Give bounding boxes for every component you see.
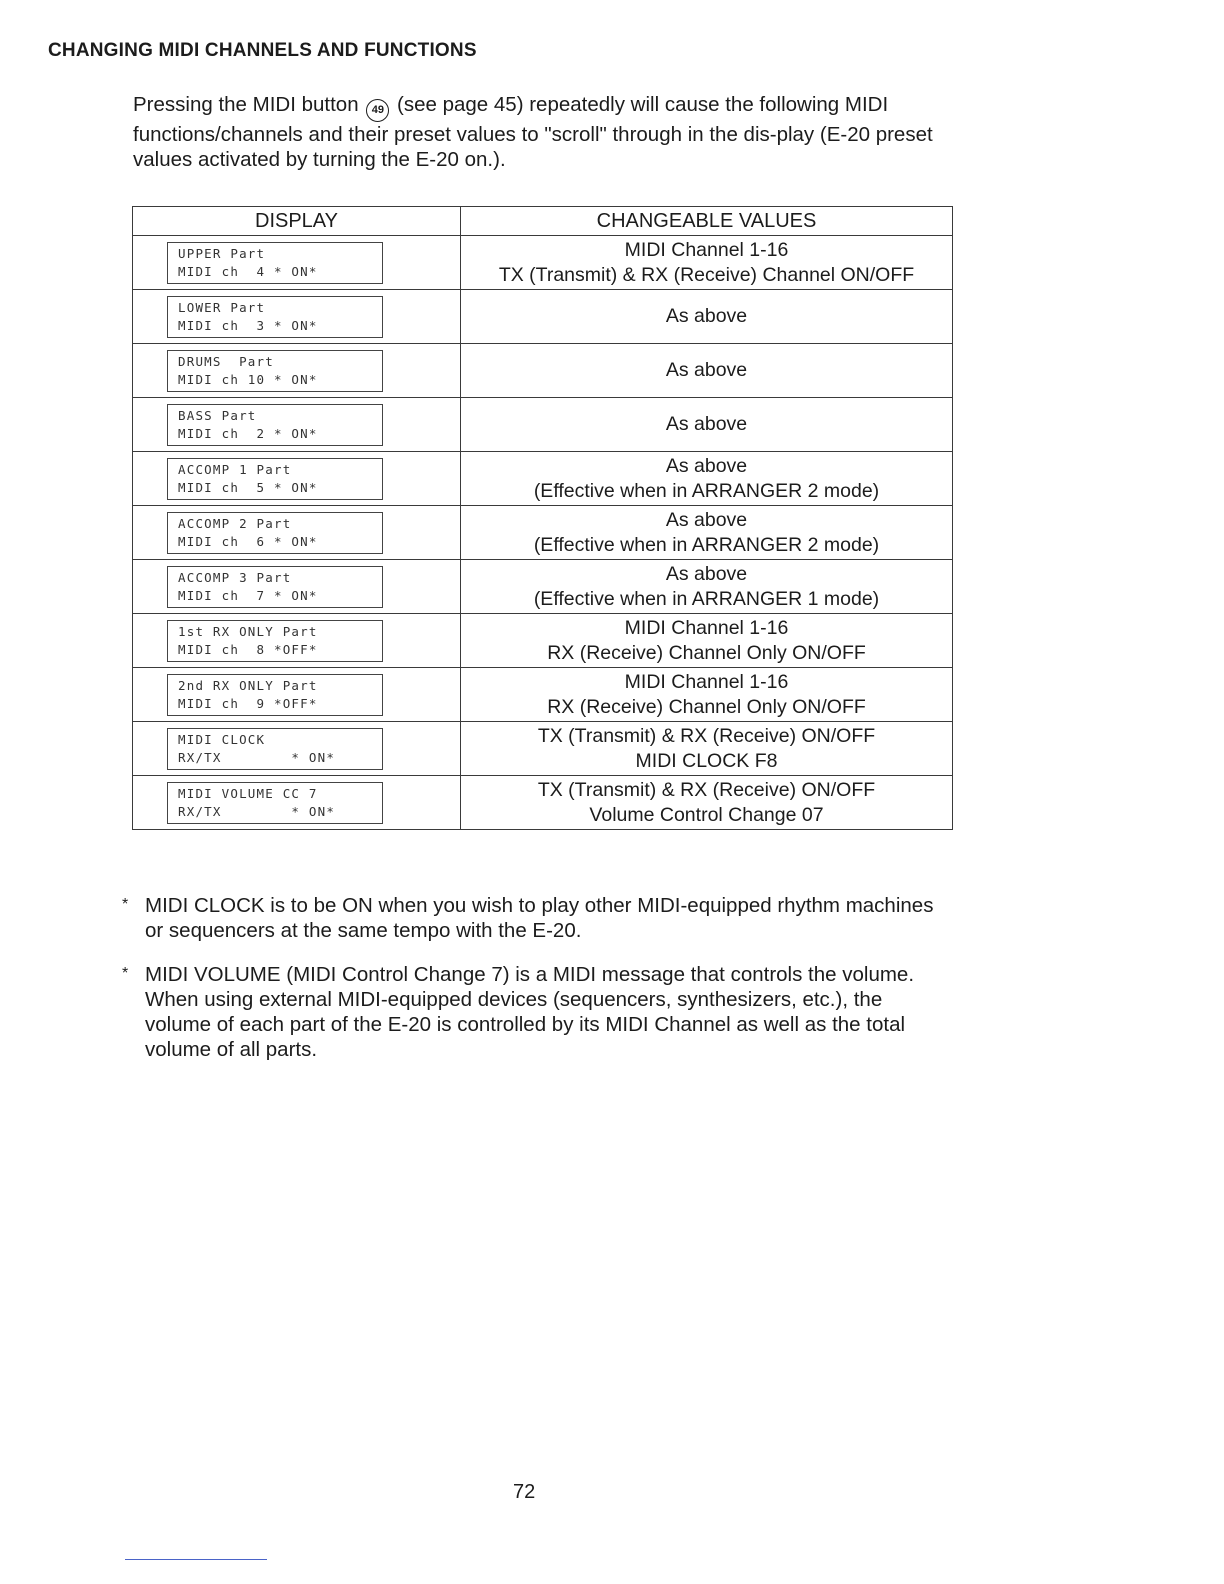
value-line-2: MIDI CLOCK F8 bbox=[635, 749, 778, 772]
display-cell bbox=[133, 668, 461, 722]
value-line-2: (Effective when in ARRANGER 2 mode) bbox=[533, 533, 880, 556]
intro-paragraph bbox=[133, 92, 953, 172]
values-cell bbox=[461, 506, 953, 560]
display-cell bbox=[133, 506, 461, 560]
lcd-display bbox=[167, 728, 383, 770]
value-line-2: TX (Transmit) & RX (Receive) Channel ON/OFF bbox=[498, 263, 915, 286]
lcd-line-1: MIDI VOLUME CC 7 bbox=[178, 785, 318, 801]
midi-functions-table bbox=[132, 206, 953, 830]
values-cell bbox=[461, 776, 953, 830]
values-text bbox=[461, 778, 952, 828]
lcd-line-1: 1st RX ONLY Part bbox=[178, 623, 318, 639]
values-text bbox=[461, 616, 952, 666]
display-cell bbox=[133, 290, 461, 344]
values-cell bbox=[461, 236, 953, 290]
lcd-line-1: MIDI CLOCK bbox=[178, 731, 266, 747]
values-text bbox=[461, 508, 952, 558]
header-changeable-values: CHANGEABLE VALUES bbox=[461, 207, 953, 236]
values-cell bbox=[461, 668, 953, 722]
lcd-display bbox=[167, 458, 383, 500]
intro-text-after: (see page 45) repeatedly will cause the following MIDI functions/channels and their preset values to "scroll" through in the dis-play (E-20 preset values activated by turning the E-20 on.). bbox=[133, 93, 933, 171]
table-row bbox=[133, 560, 953, 614]
display-cell bbox=[133, 614, 461, 668]
values-cell bbox=[461, 344, 953, 398]
lcd-line-1: LOWER Part bbox=[178, 299, 266, 315]
lcd-line-2: MIDI ch 9 *OFF* bbox=[178, 695, 318, 711]
value-line-1: As above bbox=[665, 359, 748, 381]
display-cell bbox=[133, 452, 461, 506]
lcd-display bbox=[167, 782, 383, 824]
display-cell bbox=[133, 236, 461, 290]
note-text: MIDI CLOCK is to be ON when you wish to play other MIDI-equipped rhythm machines or sequencers at the same tempo with the E-20. bbox=[145, 894, 934, 942]
lcd-display bbox=[167, 242, 383, 284]
table-row bbox=[133, 776, 953, 830]
value-line-1: As above bbox=[665, 508, 748, 531]
page-number: 72 bbox=[513, 1481, 536, 1503]
lcd-line-2: MIDI ch 4 * ON* bbox=[178, 263, 318, 279]
lcd-line-2: MIDI ch 7 * ON* bbox=[178, 587, 318, 603]
lcd-line-2: MIDI ch 3 * ON* bbox=[178, 317, 318, 333]
midi-button-number-icon: 49 bbox=[366, 99, 389, 122]
table-row bbox=[133, 398, 953, 452]
lcd-line-2: RX/TX * ON* bbox=[178, 749, 336, 765]
display-cell bbox=[133, 344, 461, 398]
values-text bbox=[461, 238, 952, 288]
note-midi-volume bbox=[122, 962, 952, 1062]
value-line-2: RX (Receive) Channel Only ON/OFF bbox=[547, 641, 866, 664]
lcd-line-1: UPPER Part bbox=[178, 245, 266, 261]
lcd-line-1: 2nd RX ONLY Part bbox=[178, 677, 318, 693]
lcd-display bbox=[167, 566, 383, 608]
value-line-1: As above bbox=[665, 454, 748, 477]
value-line-1: TX (Transmit) & RX (Receive) ON/OFF bbox=[537, 778, 876, 801]
lcd-line-2: MIDI ch 8 *OFF* bbox=[178, 641, 318, 657]
notes-section bbox=[122, 893, 952, 1081]
value-line-1: As above bbox=[665, 562, 748, 585]
note-text-continued: When using external MIDI-equipped devices (sequencers, synthesizers, etc.), the volume of each part of the E-20 is controlled by its MIDI Channel as well as the total volume of all parts. bbox=[145, 988, 906, 1061]
value-line-2: (Effective when in ARRANGER 1 mode) bbox=[533, 587, 880, 610]
values-text bbox=[461, 304, 952, 329]
value-line-1: As above bbox=[665, 305, 748, 327]
value-line-1: MIDI Channel 1-16 bbox=[624, 238, 789, 261]
footer-rule bbox=[125, 1559, 267, 1560]
lcd-line-2: MIDI ch 10 * ON* bbox=[178, 371, 318, 387]
display-cell bbox=[133, 776, 461, 830]
lcd-display bbox=[167, 404, 383, 446]
lcd-line-1: ACCOMP 3 Part bbox=[178, 569, 292, 585]
header-display: DISPLAY bbox=[133, 207, 461, 236]
value-line-2: (Effective when in ARRANGER 2 mode) bbox=[533, 479, 880, 502]
values-text bbox=[461, 412, 952, 437]
values-text bbox=[461, 724, 952, 774]
lcd-line-2: RX/TX * ON* bbox=[178, 803, 336, 819]
note-text: MIDI VOLUME (MIDI Control Change 7) is a MIDI message that controls the volume. bbox=[145, 963, 915, 986]
lcd-line-2: MIDI ch 6 * ON* bbox=[178, 533, 318, 549]
lcd-display bbox=[167, 674, 383, 716]
display-cell bbox=[133, 722, 461, 776]
values-text bbox=[461, 670, 952, 720]
table-row bbox=[133, 722, 953, 776]
table-row bbox=[133, 668, 953, 722]
values-cell bbox=[461, 452, 953, 506]
lcd-line-2: MIDI ch 5 * ON* bbox=[178, 479, 318, 495]
value-line-2: RX (Receive) Channel Only ON/OFF bbox=[547, 695, 866, 718]
value-line-1: As above bbox=[665, 413, 748, 435]
table-row bbox=[133, 290, 953, 344]
values-text bbox=[461, 358, 952, 383]
note-midi-clock bbox=[122, 893, 952, 943]
values-cell bbox=[461, 560, 953, 614]
lcd-display bbox=[167, 350, 383, 392]
lcd-display bbox=[167, 620, 383, 662]
table-row bbox=[133, 344, 953, 398]
value-line-1: MIDI Channel 1-16 bbox=[624, 670, 789, 693]
table-row bbox=[133, 614, 953, 668]
page-heading: CHANGING MIDI CHANNELS AND FUNCTIONS bbox=[48, 40, 477, 61]
table-row bbox=[133, 506, 953, 560]
table-row bbox=[133, 236, 953, 290]
values-cell bbox=[461, 398, 953, 452]
lcd-line-2: MIDI ch 2 * ON* bbox=[178, 425, 318, 441]
lcd-line-1: DRUMS Part bbox=[178, 353, 274, 369]
display-cell bbox=[133, 560, 461, 614]
table-body bbox=[133, 236, 953, 830]
values-cell bbox=[461, 290, 953, 344]
values-cell bbox=[461, 614, 953, 668]
values-text bbox=[461, 562, 952, 612]
values-text bbox=[461, 454, 952, 504]
asterisk: * bbox=[122, 965, 129, 982]
lcd-line-1: ACCOMP 1 Part bbox=[178, 461, 292, 477]
table-row bbox=[133, 452, 953, 506]
lcd-line-1: BASS Part bbox=[178, 407, 257, 423]
display-cell bbox=[133, 398, 461, 452]
value-line-1: TX (Transmit) & RX (Receive) ON/OFF bbox=[537, 724, 876, 747]
asterisk: * bbox=[122, 896, 129, 913]
lcd-line-1: ACCOMP 2 Part bbox=[178, 515, 292, 531]
lcd-display bbox=[167, 296, 383, 338]
lcd-display bbox=[167, 512, 383, 554]
values-cell bbox=[461, 722, 953, 776]
value-line-1: MIDI Channel 1-16 bbox=[624, 616, 789, 639]
value-line-2: Volume Control Change 07 bbox=[589, 803, 824, 826]
table-header-row bbox=[133, 207, 953, 236]
intro-text-before: Pressing the MIDI button bbox=[133, 93, 359, 116]
